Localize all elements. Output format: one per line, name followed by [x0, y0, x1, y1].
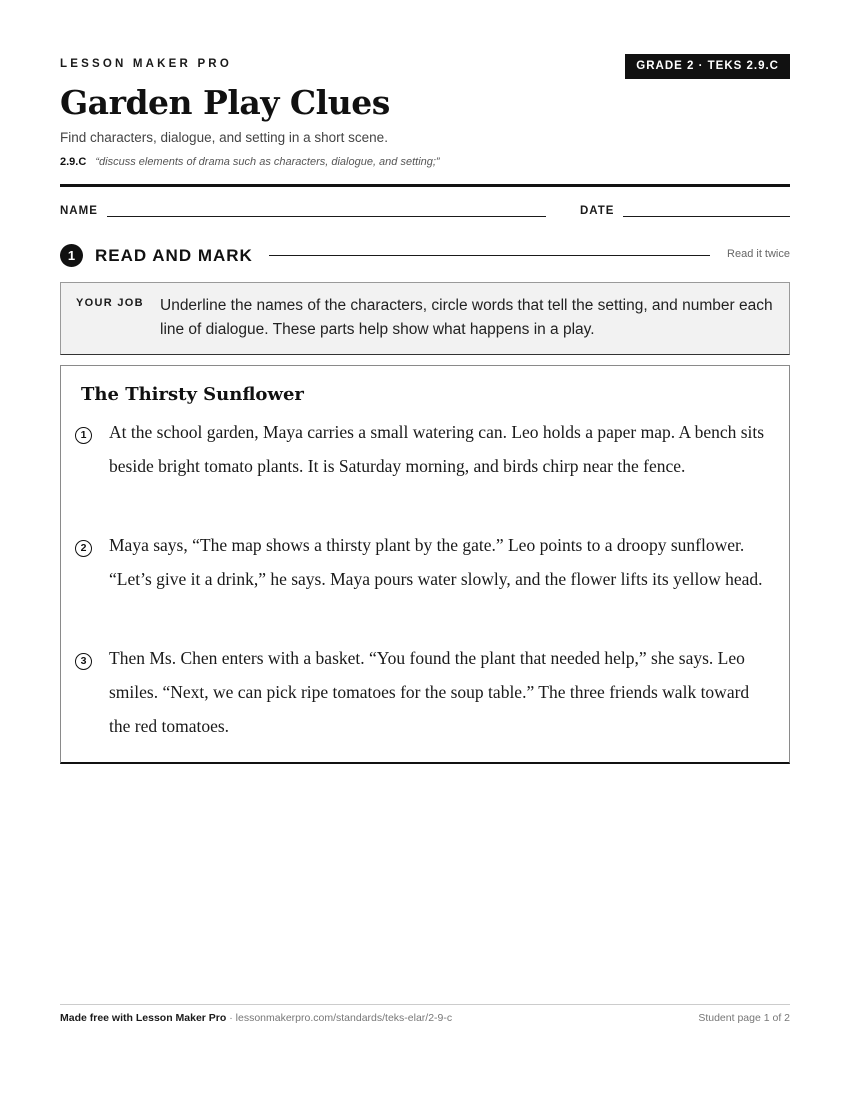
page-subtitle: Find characters, dialogue, and setting in a short scene.: [60, 130, 388, 145]
standard-line: [60, 156, 440, 168]
section-number-badge: 1: [60, 244, 83, 267]
your-job-box: [60, 282, 790, 355]
header-divider: [60, 184, 790, 187]
brand-name: LESSON MAKER PRO: [60, 58, 232, 70]
footer-credit: [60, 1012, 452, 1024]
paragraph-text: Then Ms. Chen enters with a basket. “You found the plant that needed help,” she says. Leo smiles. “Next, we can pick ripe tomatoes for the soup table.” The three friends walk toward the red tomatoes.: [109, 648, 750, 736]
footer-url: · lessonmakerpro.com/standards/teks-elar/2-9-c: [226, 1012, 453, 1024]
date-label: DATE: [580, 205, 615, 217]
section-note: Read it twice: [727, 248, 790, 260]
name-label: NAME: [60, 205, 98, 217]
reading-passage: [60, 365, 790, 764]
section-divider: [269, 255, 710, 256]
your-job-label: YOUR JOB: [76, 297, 144, 309]
paragraph-number-badge: 3: [75, 653, 92, 670]
standard-text: “discuss elements of drama such as characters, dialogue, and setting;”: [95, 156, 440, 168]
paragraph-number-badge: 1: [75, 427, 92, 444]
your-job-instructions: Underline the names of the characters, circle words that tell the setting, and number each line of dialogue. These parts help show what happens in a play.: [160, 297, 773, 338]
footer-divider: [60, 1004, 790, 1005]
paragraph-text: At the school garden, Maya carries a small watering can. Leo holds a paper map. A bench sits beside bright tomato plants. It is Saturday morning, and birds chirp near the fence.: [109, 422, 765, 476]
standard-code: 2.9.C: [60, 156, 87, 168]
worksheet-page: [60, 0, 790, 1100]
name-field[interactable]: [107, 216, 546, 217]
page-title: Garden Play Clues: [60, 83, 390, 122]
footer-made-with: Made free with Lesson Maker Pro: [60, 1012, 227, 1024]
footer-page-number: Student page 1 of 2: [698, 1012, 790, 1024]
section-title: READ AND MARK: [95, 246, 253, 265]
passage-title: The Thirsty Sunflower: [81, 384, 304, 405]
grade-badge: GRADE 2 · TEKS 2.9.C: [625, 54, 790, 79]
paragraph-text: Maya says, “The map shows a thirsty plant by the gate.” Leo points to a droopy sunflower. “Let’s give it a drink,” he says. Maya pours water slowly, and the flower lifts its yellow head.: [109, 535, 763, 589]
paragraph-number-badge: 2: [75, 540, 92, 557]
date-field[interactable]: [623, 216, 790, 217]
